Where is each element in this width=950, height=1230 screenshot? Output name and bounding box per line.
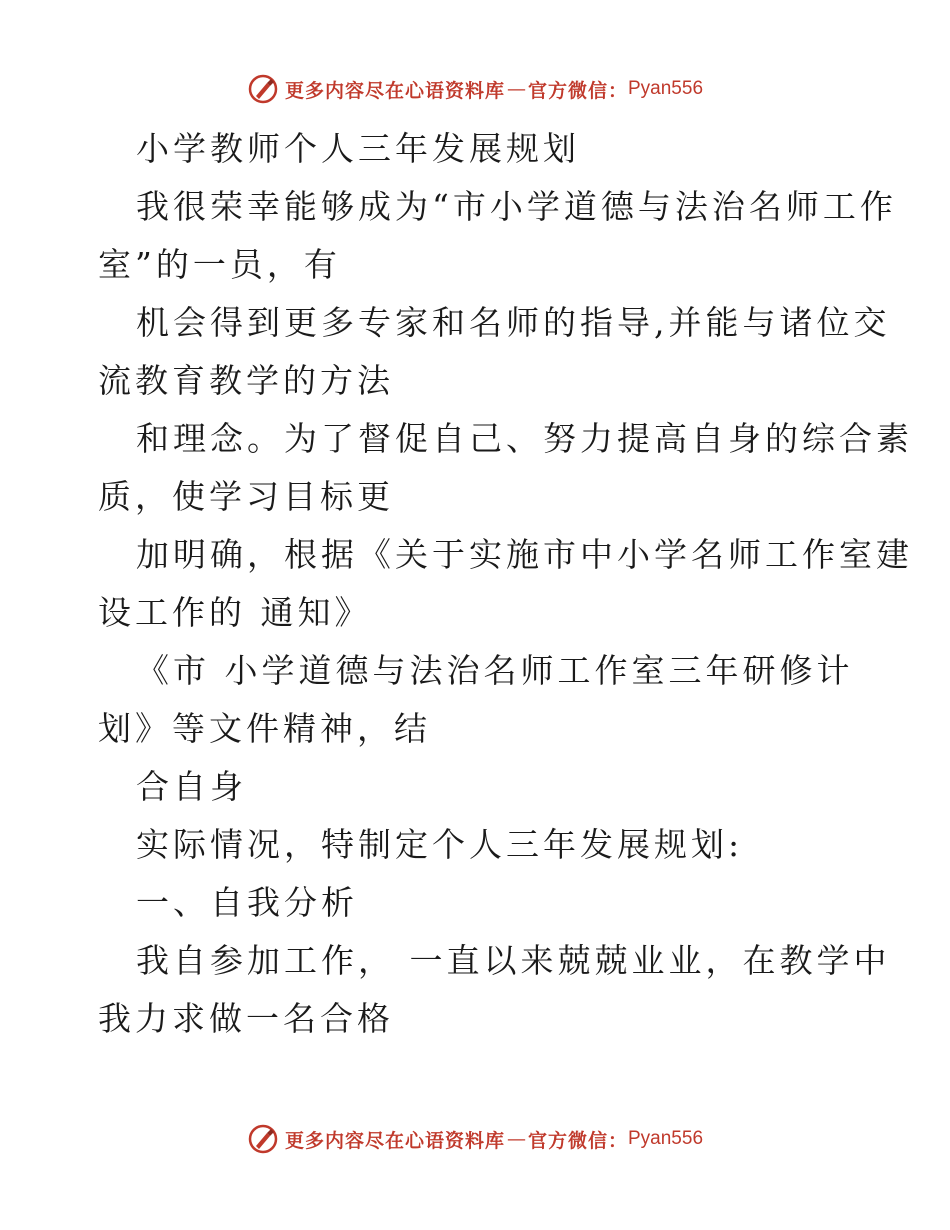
paragraph-line: 《市 小学道德与法治名师工作室三年研修计 (136, 651, 854, 690)
watermark-dash: — (506, 1128, 526, 1150)
watermark-wechat-id: Pyan556 (628, 78, 704, 99)
paragraph-line: 室”的一员，有 (98, 245, 341, 284)
paragraph-line: 质，使学习目标更 (98, 477, 394, 516)
pen-logo-icon (247, 1123, 279, 1155)
paragraph-line: 合自身 (136, 767, 247, 806)
paragraph-line: 我自参加工作， 一直以来兢兢业业，在教学中 (136, 941, 891, 980)
bottom-watermark (0, 1122, 950, 1156)
pen-logo-icon (247, 73, 279, 105)
watermark-wechat-label: 官方微信： (527, 1129, 628, 1152)
document-body (98, 120, 913, 1048)
paragraph-line: 加明确，根据《关于实施市中小学名师工作室建 (136, 535, 913, 574)
paragraph-line: 设工作的 通知》 (98, 593, 372, 632)
watermark-brand: 更多内容尽在心语资料库 (284, 79, 505, 102)
paragraph-line: 实际情况，特制定个人三年发展规划: (136, 825, 744, 864)
paragraph-line: 流教育教学的方法 (98, 361, 394, 400)
paragraph-line: 划》等文件精神，结 (98, 709, 431, 748)
watermark-wechat-id: Pyan556 (628, 1128, 704, 1149)
document-title: 小学教师个人三年发展规划 (136, 129, 580, 168)
watermark-brand: 更多内容尽在心语资料库 (284, 1129, 505, 1152)
paragraph-line: 我很荣幸能够成为“市小学道德与法治名师工作 (136, 187, 897, 226)
watermark-wechat-label: 官方微信： (527, 79, 628, 102)
paragraph-line: 机会得到更多专家和名师的指导,并能与诸位交 (136, 303, 891, 342)
paragraph-line: 和理念。为了督促自己、努力提高自身的综合素 (136, 419, 913, 458)
paragraph-line: 我力求做一名合格 (98, 999, 394, 1038)
watermark-dash: — (506, 78, 526, 100)
section-heading: 一、自我分析 (136, 883, 358, 922)
top-watermark (0, 72, 950, 106)
